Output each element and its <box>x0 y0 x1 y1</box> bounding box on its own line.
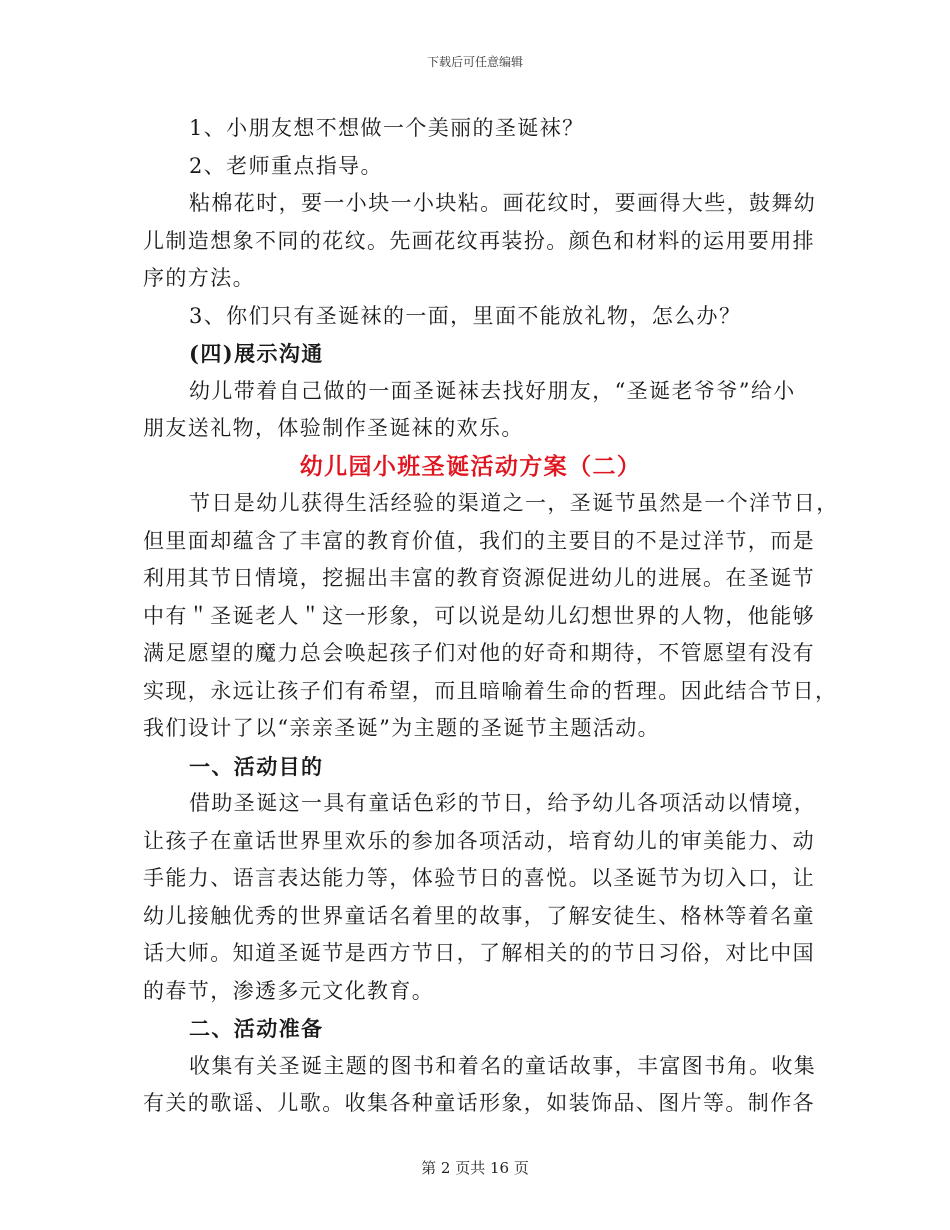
paragraph-line: 收集有关圣诞主题的图书和着名的童话故事，丰富图书角。收集 <box>189 1053 817 1078</box>
page-footer: 第 2 页共 16 页 <box>421 1159 529 1177</box>
paragraph-line: 让孩子在童话世界里欢乐的参加各项活动，培育幼儿的审美能力、动 <box>143 828 815 853</box>
paragraph-line: 有关的歌谣、儿歌。收集各种童话形象，如装饰品、图片等。制作各 <box>143 1091 815 1115</box>
paragraph-line: 借助圣诞这一具有童话色彩的节日，给予幼儿各项活动以情境， <box>189 791 817 815</box>
paragraph-line: 实现，永远让孩子们有希望，而且暗喻着生命的哲理。因此结合节日， <box>143 678 838 703</box>
paragraph-line: 中有＂圣诞老人＂这一形象，可以说是幼儿幻想世界的人物，他能够 <box>143 603 815 628</box>
paragraph-line: 节日是幼儿获得生活经验的渠道之一，圣诞节虽然是一个洋节日， <box>189 491 839 515</box>
paragraph-line: 手能力、语言表达能力等，体验节日的喜悦。以圣诞节为切入口，让 <box>143 866 815 890</box>
document-body <box>143 110 839 1123</box>
list-item-1: 1、小朋友想不想做一个美丽的圣诞袜？ <box>189 116 585 140</box>
paragraph-line: 的春节，渗透多元文化教育。 <box>143 978 435 1003</box>
paragraph-line: 序的方法。 <box>143 266 255 290</box>
paragraph-line: 儿制造想象不同的花纹。先画花纹再装扮。颜色和材料的运用要用排 <box>143 228 815 253</box>
section-heading: (四)展示沟通 <box>189 341 324 366</box>
paragraph-line: 粘棉花时，要一小块一小块粘。画花纹时，要画得大些，鼓舞幼 <box>189 191 817 215</box>
paragraph-line: 满足愿望的魔力总会唤起孩子们对他的好奇和期待，不管愿望有没有 <box>143 641 815 665</box>
document-title: 幼儿园小班圣诞活动方案（二） <box>299 452 642 480</box>
paragraph-line: 利用其节日情境，挖掘出丰富的教育资源促进幼儿的进展。在圣诞节 <box>143 566 815 590</box>
paragraph-line: 但里面却蕴含了丰富的教育价值，我们的主要目的不是过洋节，而是 <box>143 528 815 553</box>
paragraph-line: 我们设计了以“亲亲圣诞”为主题的圣诞节主题活动。 <box>143 716 661 740</box>
list-item-3: 3、你们只有圣诞袜的一面，里面不能放礼物，怎么办？ <box>189 303 742 328</box>
list-item-2: 2、老师重点指导。 <box>189 153 383 178</box>
paragraph-line: 幼儿带着自己做的一面圣诞袜去找好朋友，“圣诞老爷爷”给小 <box>189 378 796 403</box>
paragraph-line: 话大师。知道圣诞节是西方节日，了解相关的的节日习俗，对比中国 <box>143 941 815 965</box>
paragraph-line: 幼儿接触优秀的世界童话名着里的故事，了解安徒生、格林等着名童 <box>143 903 815 928</box>
section-heading: 二、活动准备 <box>189 1016 324 1041</box>
section-heading: 一、活动目的 <box>189 753 324 779</box>
page-header: 下载后可任意编辑 <box>426 55 523 69</box>
paragraph-line: 朋友送礼物，体验制作圣诞袜的欢乐。 <box>143 416 524 440</box>
